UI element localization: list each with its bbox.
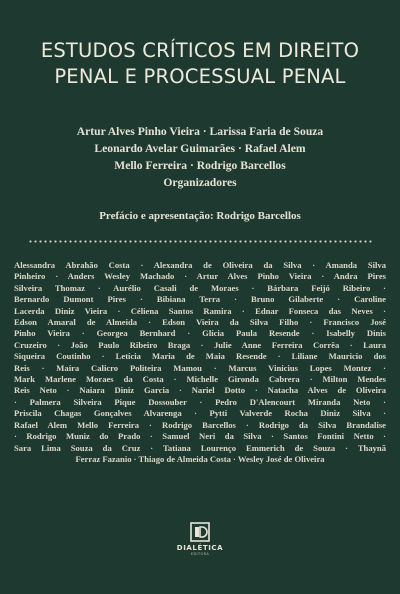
authors-line: Edson Amaral de Almeida · Edson Vieira da Silva Filho · Francisco José — [14, 317, 386, 328]
organizers-line: Leonardo Avelar Guimarães · Rafael Alem — [94, 142, 306, 155]
publisher-logo — [170, 522, 230, 556]
publisher-name: DIALÉTICA — [176, 544, 224, 552]
organizers-block — [20, 123, 380, 191]
authors-line: Priscila Chagas Gonçalves Alvarenga · Pytti Valverde Rocha Diniz Silva · — [14, 408, 386, 419]
authors-line: Cruzeiro · João Paulo Ribeiro Braga · Julie Anne Ferreira Corrêa · Laura — [14, 339, 386, 350]
authors-line: Silveira Thomaz · Aurélio Casali de Moraes · Bárbara Feijó Ribeiro · — [14, 282, 386, 293]
organizers-label: Organizadores — [163, 176, 237, 189]
authors-line: Lacerda Diniz Vieira · Céliena Santos Ramira · Ednar Fonseca das Neves · — [14, 305, 386, 316]
authors-line: Sara Lima Souza da Cruz · Tatiana Lourenço Emmerich de Souza · Thaynã — [14, 442, 386, 453]
title-line-2: PENAL E PROCESSUAL PENAL — [54, 65, 346, 88]
authors-line: Reis · Maíra Calicro Politeira Mamou · Marcus Vinícius Lopes Montez · — [14, 362, 386, 373]
book-title — [0, 38, 400, 90]
authors-line: Alessandra Abrahão Costa · Alexandra de Oliveira da Silva · Amanda Silva — [14, 260, 386, 270]
authors-list — [14, 260, 386, 465]
authors-line: Rafael Alem Mello Ferreira · Rodrigo Barcellos · Rodrigo da Silva Brandalise — [14, 419, 386, 430]
authors-line: Siqueira Coutinho · Letícia Maria de Maia Resende · Liliane Mauricio dos — [14, 351, 386, 362]
authors-line: Bernardo Dumont Pires · Bibiana Terra · Bruno Gilaberte · Caroline — [14, 294, 386, 305]
authors-line: Pinheiro · Anders Wesley Machado · Artur Alves Pinho Vieira · Andra Pires — [14, 271, 386, 282]
organizers-line: Mello Ferreira · Rodrigo Barcellos — [114, 159, 286, 172]
authors-line: · Rodrigo Muniz do Prado · Samuel Neri da Silva · Santos Fontini Netto · — [14, 431, 386, 442]
authors-line: Ferraz Fazanio · Thiago de Almeida Costa · Wesley José de Oliveira — [75, 453, 325, 464]
title-line-1: ESTUDOS CRÍTICOS EM DIREITO — [40, 39, 360, 62]
authors-line: Mark Marlene Moraes da Costa · Michelle Gironda Cabrera · Milton Mendes — [14, 374, 386, 385]
preface-credit: Prefácio e apresentação: Rodrigo Barcellos — [99, 210, 301, 222]
organizers-line: Artur Alves Pinho Vieira · Larissa Faria de Souza — [76, 125, 324, 138]
authors-line: Pinho Vieira · Georgea Bernhard · Glícia Paula Resende · Isabelly Dinis — [14, 328, 386, 339]
dotted-divider — [28, 240, 372, 243]
authors-line: · Palmera Silveira Pique Dossouber · Pedro D'Alencourt Miranda Neto · — [14, 396, 386, 407]
publisher-subtitle: EDITORA — [190, 552, 210, 556]
authors-line: Reis Neto · Naiara Diniz Garcia · Nariel Dotto · Natacha Alves de Oliveira — [14, 385, 386, 396]
publisher-logo-icon — [190, 522, 210, 542]
